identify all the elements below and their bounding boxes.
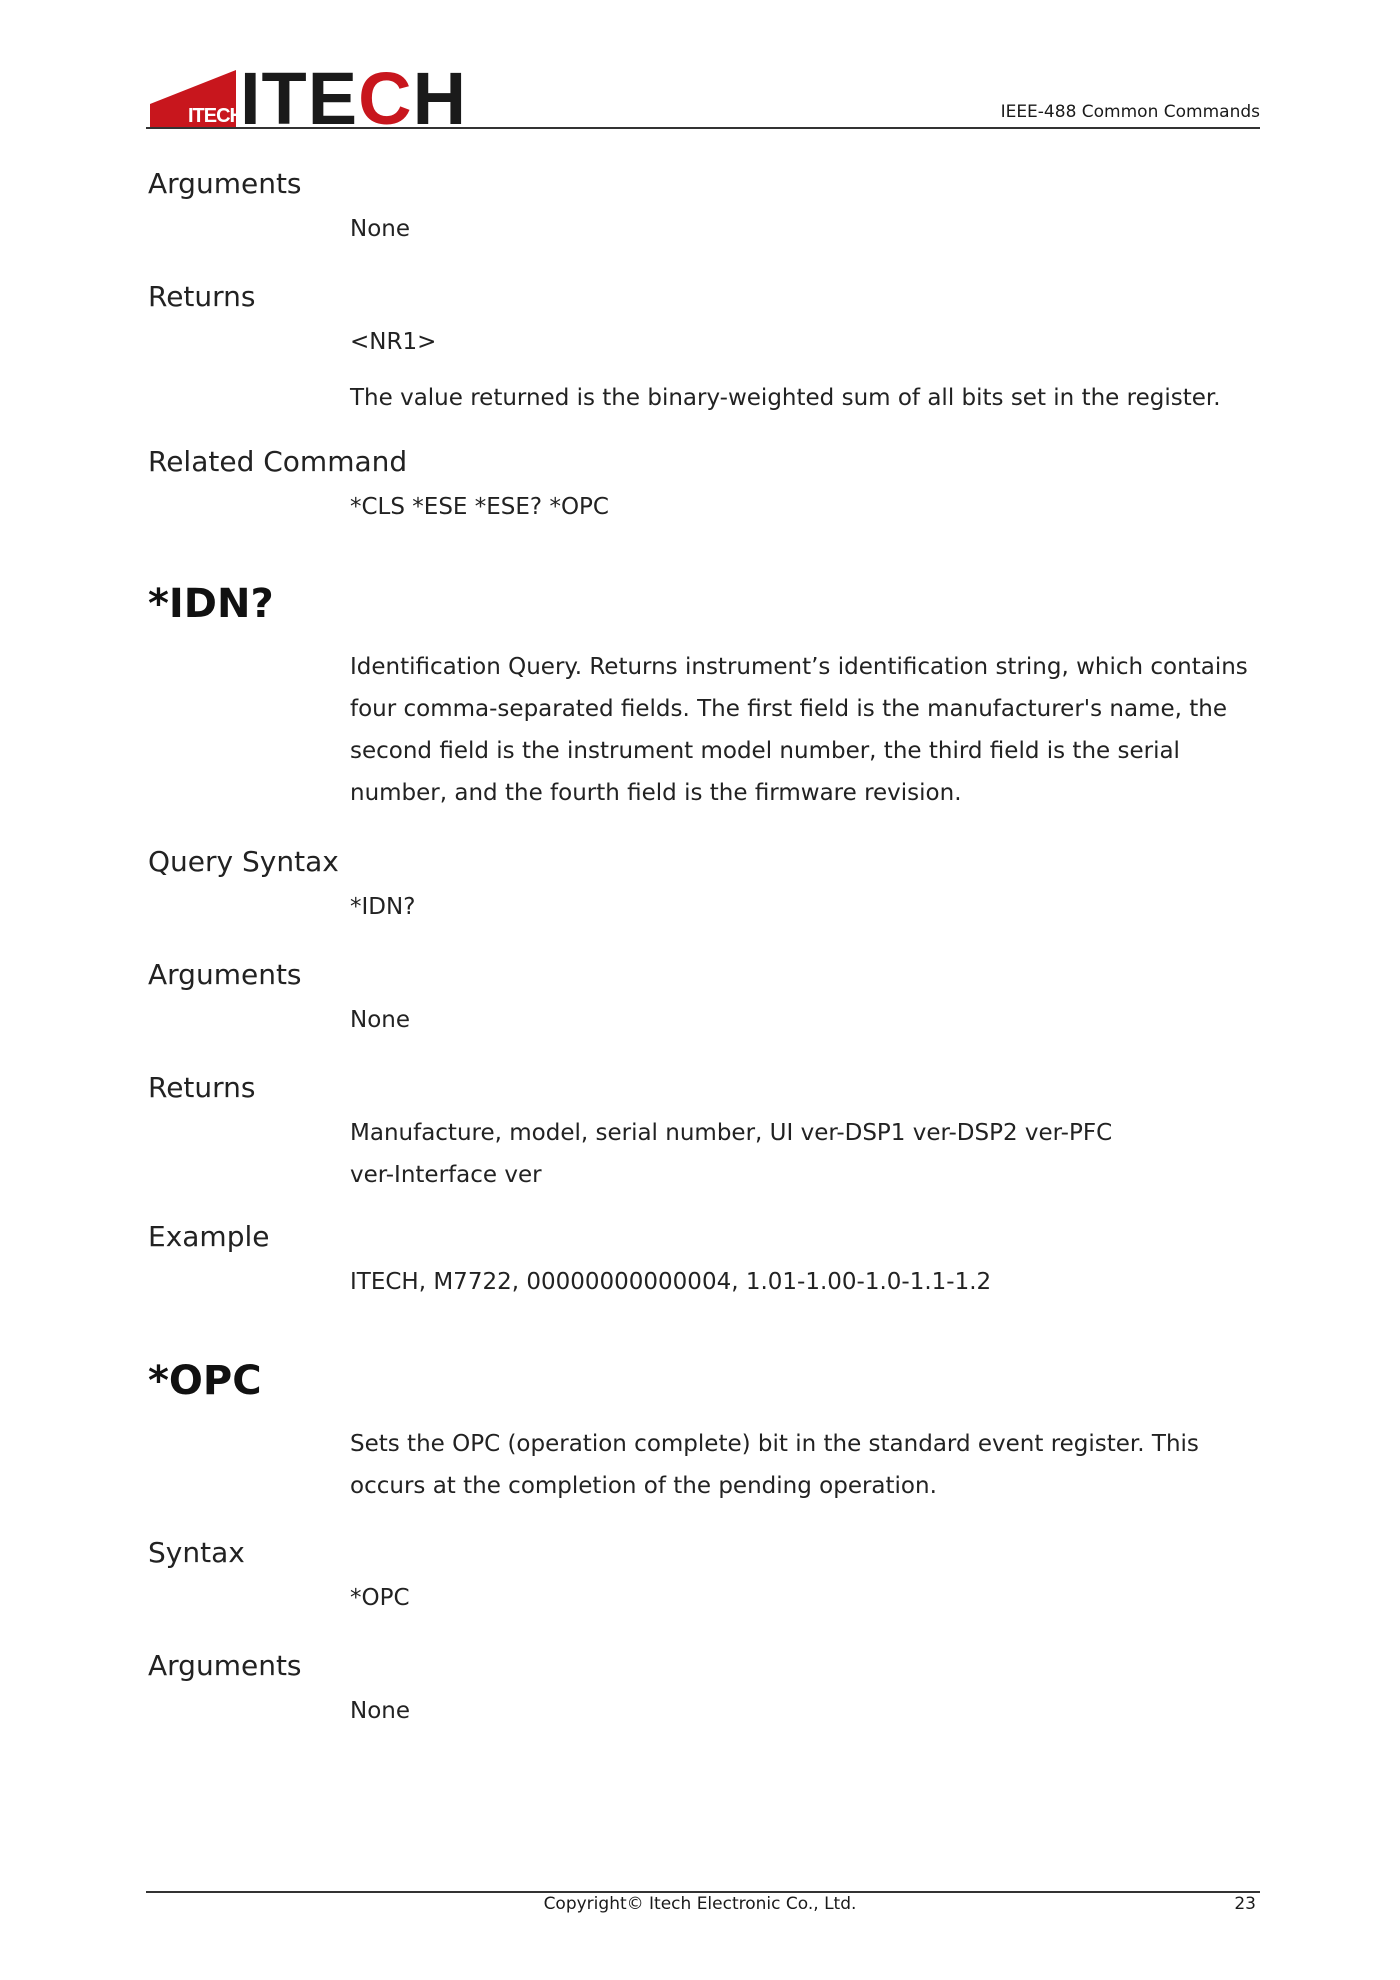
header-divider (146, 127, 1260, 129)
header-title: IEEE-488 Common Commands (1000, 102, 1260, 122)
page-number: 23 (1234, 1894, 1256, 1914)
arguments-value: None (350, 216, 411, 242)
footer-copyright: Copyright© Itech Electronic Co., Ltd. (543, 1894, 857, 1914)
example-value: ITECH, M7722, 00000000000004, 1.01-1.00-1.0-1.1-1.2 (350, 1269, 992, 1295)
related-command-value: *CLS *ESE *ESE? *OPC (350, 494, 609, 520)
syntax-value: *OPC (350, 1585, 410, 1611)
section-label-arguments: Arguments (148, 167, 302, 200)
section-label-related-command: Related Command (148, 445, 408, 478)
command-title-idn: *IDN? (148, 581, 274, 627)
idn-description: Identification Query. Returns instrument’s identification string, which contains four comma-separated fields. The first field is the manufacturer's name, the second field is the instrument model number, the third field is the serial number, and the fourth field is the firmware revision. (350, 654, 1248, 806)
itech-logo (150, 57, 468, 140)
opc-description: Sets the OPC (operation complete) bit in the standard event register. This occurs at the completion of the pending operation. (350, 1431, 1199, 1499)
logo-mark-text: ITECH (188, 105, 243, 127)
logo-mark-icon (150, 70, 243, 128)
section-label-syntax: Syntax (148, 1536, 245, 1569)
logo-wordmark: ITECH (240, 57, 468, 140)
section-label-returns: Returns (148, 280, 256, 313)
footer-divider (146, 1891, 1260, 1893)
section-label-arguments: Arguments (148, 1649, 302, 1682)
query-syntax-value: *IDN? (350, 894, 416, 920)
page-content (148, 166, 1258, 1732)
section-label-arguments: Arguments (148, 958, 302, 991)
returns-value: Manufacture, model, serial number, UI ver-DSP1 ver-DSP2 ver-PFC ver-Interface ver (350, 1120, 1113, 1188)
section-label-example: Example (148, 1220, 270, 1253)
section-label-query-syntax: Query Syntax (148, 845, 339, 878)
arguments-value: None (350, 1698, 411, 1724)
arguments-value: None (350, 1007, 411, 1033)
returns-value: <NR1> (350, 329, 437, 355)
command-title-opc: *OPC (148, 1358, 262, 1404)
returns-description: The value returned is the binary-weighted sum of all bits set in the register. (350, 385, 1221, 411)
section-label-returns: Returns (148, 1071, 256, 1104)
